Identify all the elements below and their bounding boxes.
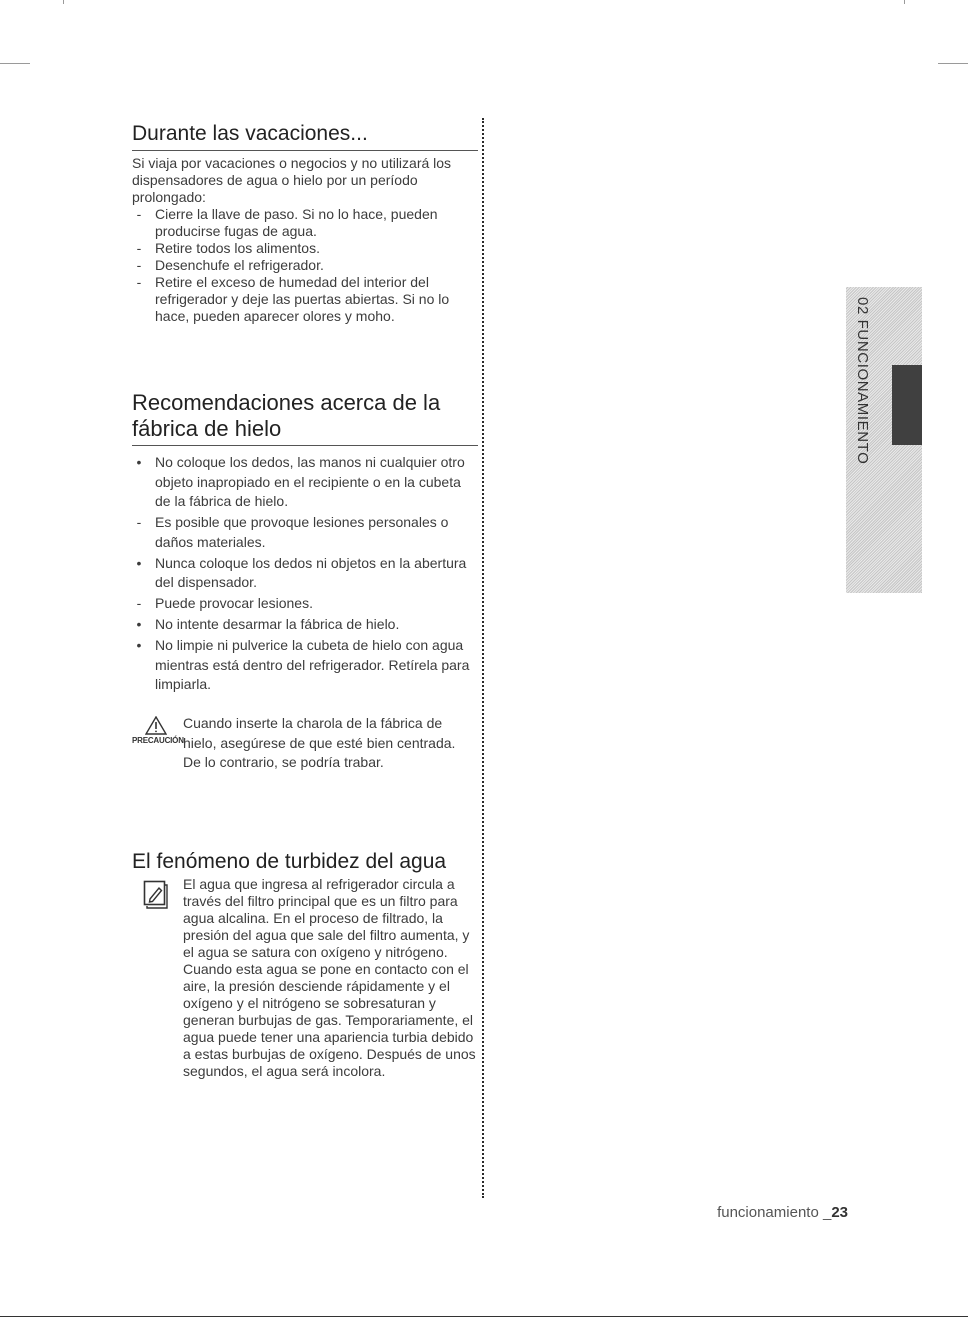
list-item-text: Nunca coloque los dedos ni objetos en la abertura del dispensador.: [155, 554, 467, 590]
note-text: El agua que ingresa al refrigerador circula a través del filtro principal que es un filtro para agua alcalina. En el proceso de filtrado, la presión del agua que sale del filtro aumenta, y el agua se satura con oxígeno y nitrógeno. Cuando esta agua se pone en contacto con el aire, la presión desciende rápidamente y el oxígeno y el nitrógeno se sobresaturan y generan burbujas de gas. Temporariamente, el agua puede tener una apariencia turbia debido a estas burbujas de oxígeno. Después de unos segundos, el agua será incolora.: [183, 876, 476, 1079]
crop-mark-left: [0, 63, 30, 64]
page-number: 23: [831, 1204, 848, 1221]
list-item: [132, 594, 478, 614]
section-title-vacaciones: Durante las vacaciones...: [132, 121, 478, 151]
section-turbidez: [132, 849, 478, 878]
list-marker: •: [136, 454, 142, 470]
list-item: [132, 206, 478, 240]
section-title-turbidez: El fenómeno de turbidez del agua: [132, 850, 447, 873]
list-item: [132, 240, 478, 257]
vacaciones-intro: Si viaja por vacaciones o negocios y no utilizará los dispensadores de agua o hielo por un período prolongado:: [132, 155, 452, 205]
section-fabrica: [132, 390, 478, 696]
list-item: [132, 554, 478, 593]
crop-mark-top-left: [63, 0, 64, 4]
caution-text-line: Cuando inserte la charola de la fábrica de hielo, asegúrese de que esté bien centrada.: [183, 715, 456, 751]
list-item-text: No intente desarmar la fábrica de hielo.: [155, 616, 400, 632]
dash-marker: -: [136, 257, 142, 273]
list-marker: •: [136, 637, 142, 653]
column-divider: [482, 118, 484, 1198]
title-line-2: fábrica de hielo: [132, 416, 282, 441]
list-item: [132, 274, 478, 325]
title-line-1: Recomendaciones acerca de la: [132, 390, 441, 415]
list-marker: •: [136, 616, 142, 632]
caution-text: [183, 714, 478, 773]
dash-marker: -: [136, 240, 142, 256]
list-marker: -: [136, 514, 142, 530]
dash-marker: -: [136, 206, 142, 222]
warning-triangle-icon: [145, 716, 167, 735]
note-box: [132, 876, 478, 1080]
list-item-text: No coloque los dedos, las manos ni cualquier otro objeto inapropiado en el recipiente o en la cubeta de la fábrica de hielo.: [155, 454, 465, 509]
list-item-text: Desenchufe el refrigerador.: [155, 257, 324, 273]
vacaciones-list: [132, 206, 478, 325]
crop-mark-top-right: [904, 0, 905, 4]
fabrica-list: [132, 453, 478, 695]
chapter-tab-label: 02 FUNCIONAMIENTO: [854, 297, 871, 465]
section-vacaciones: [132, 121, 478, 325]
dash-marker: -: [136, 274, 142, 290]
list-item-text: Es posible que provoque lesiones personales o daños materiales.: [155, 514, 449, 550]
footer-section: funcionamiento _: [717, 1204, 832, 1221]
list-marker: •: [136, 554, 142, 571]
list-item-text: Retire todos los alimentos.: [155, 240, 320, 256]
caution-label: PRECAUCIÓN: [132, 736, 184, 745]
list-item-text: Retire el exceso de humedad del interior del refrigerador y deje las puertas abiertas. Si no lo hace, pueden aparecer olores y moho.: [155, 274, 450, 324]
list-item: [132, 257, 478, 274]
caution-icon: [132, 714, 184, 745]
list-item: [132, 513, 478, 552]
list-item: [132, 615, 478, 635]
chapter-tab-marker: [892, 365, 922, 445]
list-item-text: No limpie ni pulverice la cubeta de hielo con agua mientras está dentro del refrigerador. Retírela para limpiarla.: [155, 637, 470, 692]
page-bottom-rule: [0, 1316, 968, 1317]
caution-text-line: De lo contrario, se podría trabar.: [183, 754, 384, 770]
list-marker: -: [136, 595, 142, 611]
list-item-text: Cierre la llave de paso. Si no lo hace, pueden producirse fugas de agua.: [155, 206, 438, 239]
page-footer: [717, 1204, 848, 1221]
list-item: [132, 636, 478, 695]
section-title-fabrica: [132, 390, 478, 446]
crop-mark-right: [938, 63, 968, 64]
list-item: [132, 453, 478, 512]
list-item-text: Puede provocar lesiones.: [155, 595, 313, 611]
note-pencil-icon: [143, 880, 169, 915]
caution-box: [132, 714, 478, 773]
